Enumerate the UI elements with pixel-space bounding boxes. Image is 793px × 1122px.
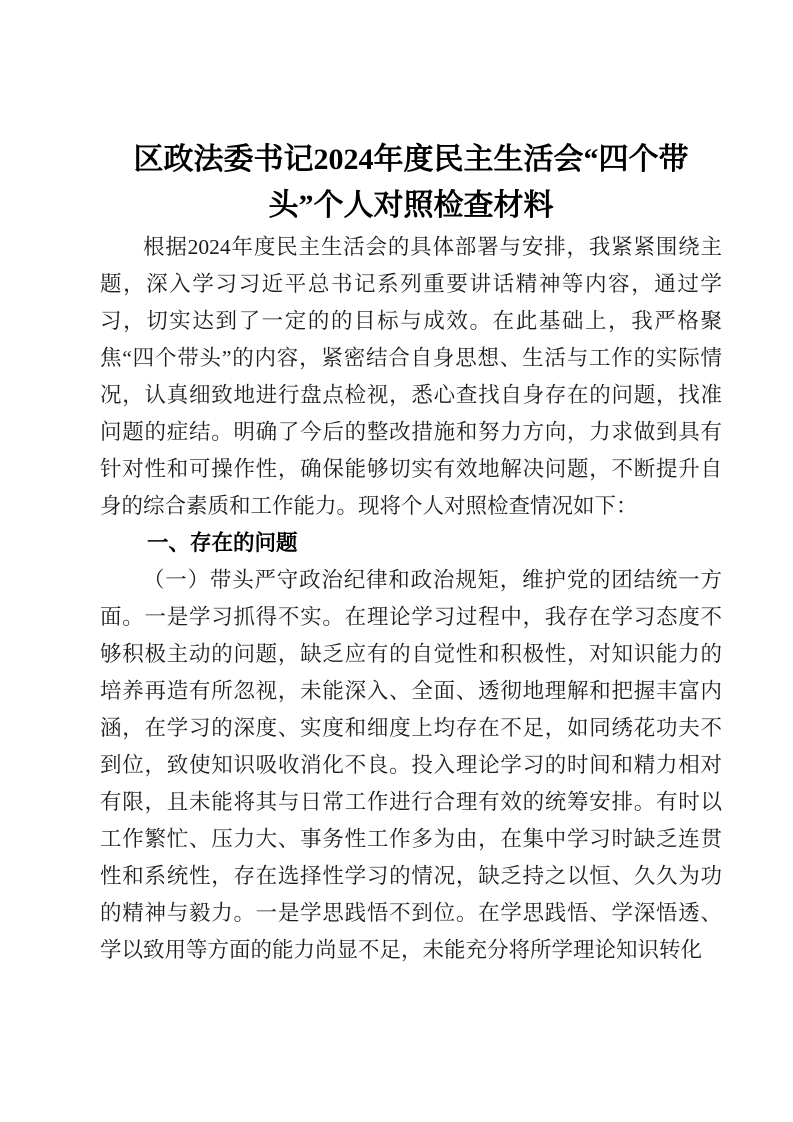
document-title <box>100 137 722 229</box>
document-body <box>100 229 722 969</box>
section-1-paragraph: （一）带头严守政治纪律和政治规矩，维护党的团结统一方面。一是学习抓得不实。在理论学习过程中，我存在学习态度不够积极主动的问题，缺乏应有的自觉性和积极性，对知识能力的培养再造有所忽视，未能深入、全面、透彻地理解和把握丰富内涵，在学习的深度、实度和细度上均存在不足，如同绣花功夫不到位，致使知识吸收消化不良。投入理论学习的时间和精力相对有限，且未能将其与日常工作进行合理有效的统筹安排。有时以工作繁忙、压力大、事务性工作多为由，在集中学习时缺乏连贯性和系统性，存在选择性学习的情况，缺乏持之以恒、久久为功的精神与毅力。一是学思践悟不到位。在学思践悟、学深悟透、学以致用等方面的能力尚显不足，未能充分将所学理论知识转化 <box>100 568 722 962</box>
document-title-line-1: 区政法委书记2024年度民主生活会“四个带 <box>133 143 689 176</box>
document-title-line-2: 头”个人对照检查材料 <box>268 189 554 222</box>
section-1-heading: 一、存在的问题 <box>147 531 298 555</box>
intro-paragraph: 根据2024年度民主生活会的具体部署与安排，我紧紧围绕主题，深入学习习近平总书记系列重要讲话精神等内容，通过学习，切实达到了一定的的目标与成效。在此基础上，我严格聚焦“四个带头”的内容，紧密结合自身思想、生活与工作的实际情况，认真细致地进行盘点检视，悉心查找自身存在的问题，找准问题的症结。明确了今后的整改措施和努力方向，力求做到具有针对性和可操作性，确保能够切实有效地解决问题，不断提升自身的综合素质和工作能力。现将个人对照检查情况如下： <box>100 235 722 518</box>
